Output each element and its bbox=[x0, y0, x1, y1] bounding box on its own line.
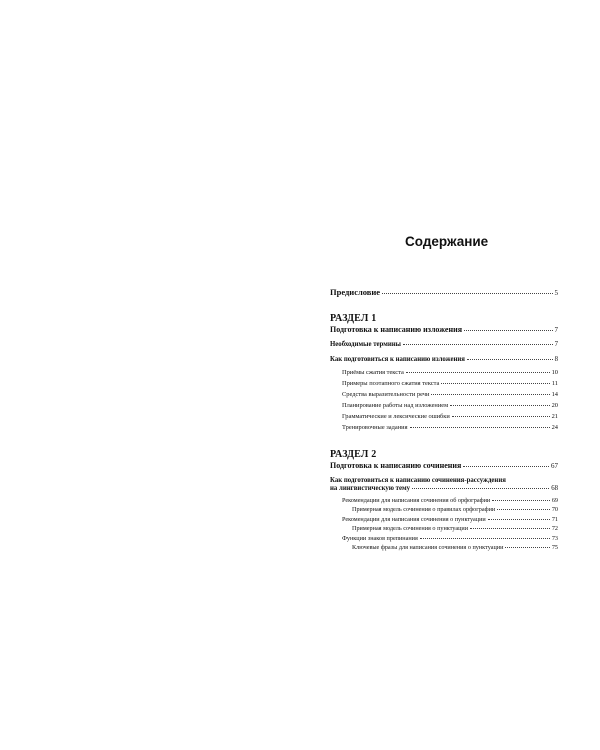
toc-page: 11 bbox=[551, 380, 558, 387]
toc-label: Необходимые термины bbox=[330, 341, 401, 348]
toc-label: Подготовка к написанию сочинения bbox=[330, 461, 462, 470]
toc-entry[interactable] bbox=[352, 525, 558, 532]
leader-dots bbox=[488, 519, 550, 520]
toc-label: Приёмы сжатия текста bbox=[342, 369, 404, 376]
toc-label: Как подготовиться к написанию изложения bbox=[330, 356, 465, 363]
leader-dots bbox=[420, 538, 550, 539]
toc-entry[interactable] bbox=[352, 506, 558, 513]
toc-page: 7 bbox=[554, 326, 558, 334]
toc-entry[interactable] bbox=[352, 544, 558, 551]
toc-entry[interactable] bbox=[342, 369, 558, 376]
toc-entry[interactable] bbox=[342, 391, 558, 398]
toc-label: Планирование работы над изложением bbox=[342, 402, 449, 409]
leader-dots bbox=[463, 466, 549, 467]
toc-preface[interactable] bbox=[330, 287, 558, 297]
toc-label: Примерная модель сочинения о пунктуации bbox=[352, 525, 469, 532]
section-1-heading: РАЗДЕЛ 1 bbox=[330, 313, 377, 324]
leader-dots bbox=[441, 383, 550, 384]
toc-entry[interactable] bbox=[342, 535, 558, 542]
toc-label: Предисловие bbox=[330, 287, 381, 297]
toc-entry[interactable] bbox=[330, 356, 558, 363]
toc-label: Подготовка к написанию изложения bbox=[330, 325, 463, 334]
toc-label: Рекомендации для написания сочинения о пунктуации bbox=[342, 516, 486, 523]
toc-entry[interactable] bbox=[330, 485, 558, 492]
toc-label: Рекомендации для написания сочинения об орфографии bbox=[342, 497, 491, 504]
leader-dots bbox=[431, 394, 549, 395]
leader-dots bbox=[492, 500, 550, 501]
toc-page: 69 bbox=[551, 497, 558, 504]
leader-dots bbox=[406, 372, 550, 373]
toc-label: Тренировочные задания bbox=[342, 424, 408, 431]
leader-dots bbox=[450, 405, 549, 406]
leader-dots bbox=[470, 528, 550, 529]
leader-dots bbox=[382, 293, 552, 294]
leader-dots bbox=[464, 330, 552, 331]
toc-label: Примерная модель сочинения о правилах орфографии bbox=[352, 506, 496, 513]
toc-label: на лингвистическую тему bbox=[330, 485, 411, 492]
toc-page: 20 bbox=[551, 402, 558, 409]
toc-page: 5 bbox=[554, 289, 558, 297]
toc-page: 10 bbox=[551, 369, 558, 376]
toc-entry[interactable] bbox=[342, 424, 558, 431]
toc-entry[interactable] bbox=[342, 380, 558, 387]
toc-essay-line1[interactable]: Как подготовиться к написанию сочинения-рассуждения bbox=[330, 477, 506, 484]
toc-page: 7 bbox=[554, 341, 558, 348]
toc-entry[interactable] bbox=[342, 413, 558, 420]
toc-label: Примеры поэтапного сжатия текста bbox=[342, 380, 440, 387]
toc-page: 24 bbox=[551, 424, 558, 431]
leader-dots bbox=[452, 416, 550, 417]
toc-section-1-subtitle[interactable] bbox=[330, 325, 558, 334]
toc-label: Функции знаков препинания bbox=[342, 535, 418, 542]
toc-entry[interactable] bbox=[330, 341, 558, 348]
toc-page: 21 bbox=[551, 413, 558, 420]
toc-page: 8 bbox=[554, 356, 558, 363]
leader-dots bbox=[497, 509, 550, 510]
toc-page: 75 bbox=[551, 544, 558, 551]
toc-entry[interactable] bbox=[342, 497, 558, 504]
leader-dots bbox=[505, 547, 549, 548]
toc-page: 71 bbox=[551, 516, 558, 523]
leader-dots bbox=[410, 427, 550, 428]
toc-label: Ключевые фразы для написания сочинения о пунктуации bbox=[352, 544, 504, 551]
toc-label: Средства выразительности речи bbox=[342, 391, 430, 398]
toc-entry[interactable] bbox=[342, 402, 558, 409]
leader-dots bbox=[403, 344, 553, 345]
toc-label: Грамматические и лексические ошибки bbox=[342, 413, 450, 420]
toc-entry[interactable] bbox=[342, 516, 558, 523]
toc-page: 14 bbox=[551, 391, 558, 398]
toc-page: 68 bbox=[551, 485, 558, 492]
toc-page: 70 bbox=[551, 506, 558, 513]
toc-section-2-subtitle[interactable] bbox=[330, 461, 558, 470]
leader-dots bbox=[467, 359, 553, 360]
toc-page: 73 bbox=[551, 535, 558, 542]
toc-page: 67 bbox=[551, 462, 558, 470]
section-2-heading: РАЗДЕЛ 2 bbox=[330, 449, 377, 460]
toc-page: 72 bbox=[551, 525, 558, 532]
leader-dots bbox=[412, 488, 549, 489]
page-title: Содержание bbox=[405, 234, 489, 249]
